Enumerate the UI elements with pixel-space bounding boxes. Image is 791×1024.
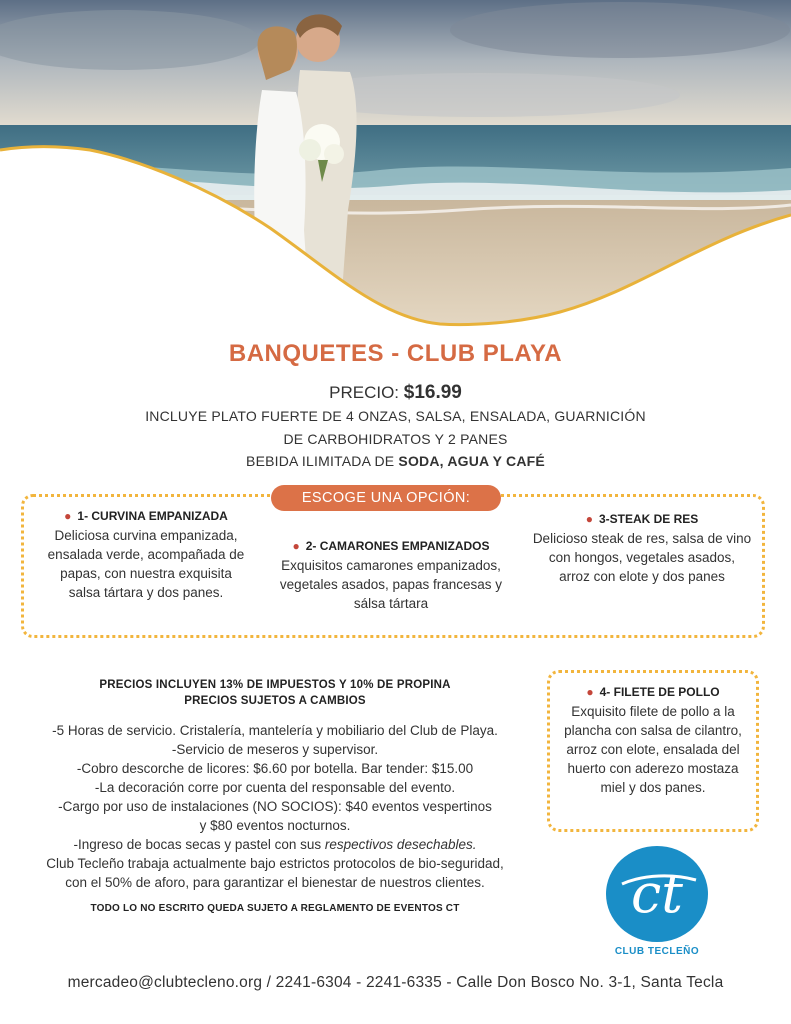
condition-line: y $80 eventos nocturnos. <box>199 818 351 833</box>
bullet-icon: ● <box>586 685 594 699</box>
snacks-italic: respectivos desechables. <box>324 837 477 852</box>
option-desc-line: ensalada verde, acompañada de <box>47 547 245 562</box>
biosafety-line: Club Tecleño trabaja actualmente bajo estrictos protocolos de bio-seguridad, <box>46 856 504 871</box>
option-desc-line: sálsa tártara <box>353 596 429 611</box>
includes-line-3 <box>0 453 791 469</box>
snacks-line: -Ingreso de bocas secas y pastel con sus respectivos desechables. <box>73 837 477 852</box>
condition-line: -Servicio de meseros y supervisor. <box>171 742 379 757</box>
option-desc-line: Deliciosa curvina empanizada, <box>54 528 238 543</box>
page-title: BANQUETES - CLUB PLAYA <box>228 340 563 367</box>
option-desc-line: Exquisitos camarones empanizados, <box>281 558 501 573</box>
beverage-list: SODA, AGUA Y CAFÉ <box>398 453 545 469</box>
option-pollo <box>550 683 756 797</box>
option-title: ● 4- FILETE DE POLLO <box>586 685 720 699</box>
option-desc-line: vegetales asados, papas francesas y <box>279 577 503 592</box>
conditions-list <box>20 721 530 892</box>
includes-line-1: INCLUYE PLATO FUERTE DE 4 ONZAS, SALSA, ENSALADA, GUARNICIÓN <box>145 408 646 424</box>
biosafety-line: con el 50% de aforo, para garantizar el bienestar de nuestros clientes. <box>65 875 485 890</box>
regulation-footnote: TODO LO NO ESCRITO QUEDA SUJETO A REGLAMENTO DE EVENTOS CT <box>90 903 460 914</box>
option-desc-line: con hongos, vegetales asados, <box>548 550 736 565</box>
price-line <box>0 382 791 404</box>
club-logo <box>604 844 710 944</box>
price-label: PRECIO: <box>329 383 400 402</box>
option-desc-line: plancha con salsa de cilantro, <box>564 723 742 738</box>
logo-name: CLUB TECLEÑO <box>614 946 700 957</box>
contact-footer: mercadeo@clubtecleno.org / 2241-6304 - 2241-6335 - Calle Don Bosco No. 3-1, Santa Tecla <box>67 974 724 991</box>
bullet-icon: ● <box>585 512 593 526</box>
option-desc-line: arroz con elote y dos panes <box>559 569 725 584</box>
option-desc-line: Exquisito filete de pollo a la <box>571 704 735 719</box>
option-desc-line: arroz con elote, ensalada del <box>566 742 740 757</box>
hero-photo <box>0 0 791 335</box>
price-value: $16.99 <box>403 382 462 403</box>
option-desc-line: salsa tártara y dos panes. <box>68 585 224 600</box>
logo-mark: ct <box>631 862 683 925</box>
includes-line-2: DE CARBOHIDRATOS Y 2 PANES <box>283 431 508 447</box>
beverage-prefix: BEBIDA ILIMITADA DE <box>246 453 395 469</box>
option-desc-line: Delicioso steak de res, salsa de vino <box>532 531 752 546</box>
option-camarones <box>263 537 519 613</box>
option-title: ● 2- CAMARONES EMPANIZADOS <box>292 539 490 553</box>
option-desc-line: papas, con nuestra exquisita <box>60 566 232 581</box>
taxes-note: PRECIOS INCLUYEN 13% DE IMPUESTOS Y 10% DE PROPINA <box>99 679 451 691</box>
option-desc-line: miel y dos panes. <box>600 780 706 795</box>
condition-line: -Cargo por uso de instalaciones (NO SOCIOS): $40 eventos vespertinos <box>58 799 492 814</box>
choose-option-label: ESCOGE UNA OPCIÓN: <box>271 485 501 511</box>
condition-line: -Cobro descorche de licores: $6.60 por botella. Bar tender: $15.00 <box>76 761 474 776</box>
prices-change-note: PRECIOS SUJETOS A CAMBIOS <box>184 695 366 707</box>
option-curvina <box>28 507 264 602</box>
bullet-icon: ● <box>292 539 300 553</box>
option-title: ● 1- CURVINA EMPANIZADA <box>64 509 228 523</box>
option-desc-line: huerto con aderezo mostaza <box>567 761 739 776</box>
option-title: ● 3-STEAK DE RES <box>585 512 699 526</box>
price-notes <box>20 677 530 709</box>
option-steak <box>522 510 762 586</box>
condition-line: -La decoración corre por cuenta del responsable del evento. <box>94 780 456 795</box>
bullet-icon: ● <box>64 509 72 523</box>
condition-line: -5 Horas de servicio. Cristalería, mantelería y mobiliario del Club de Playa. <box>52 723 498 738</box>
